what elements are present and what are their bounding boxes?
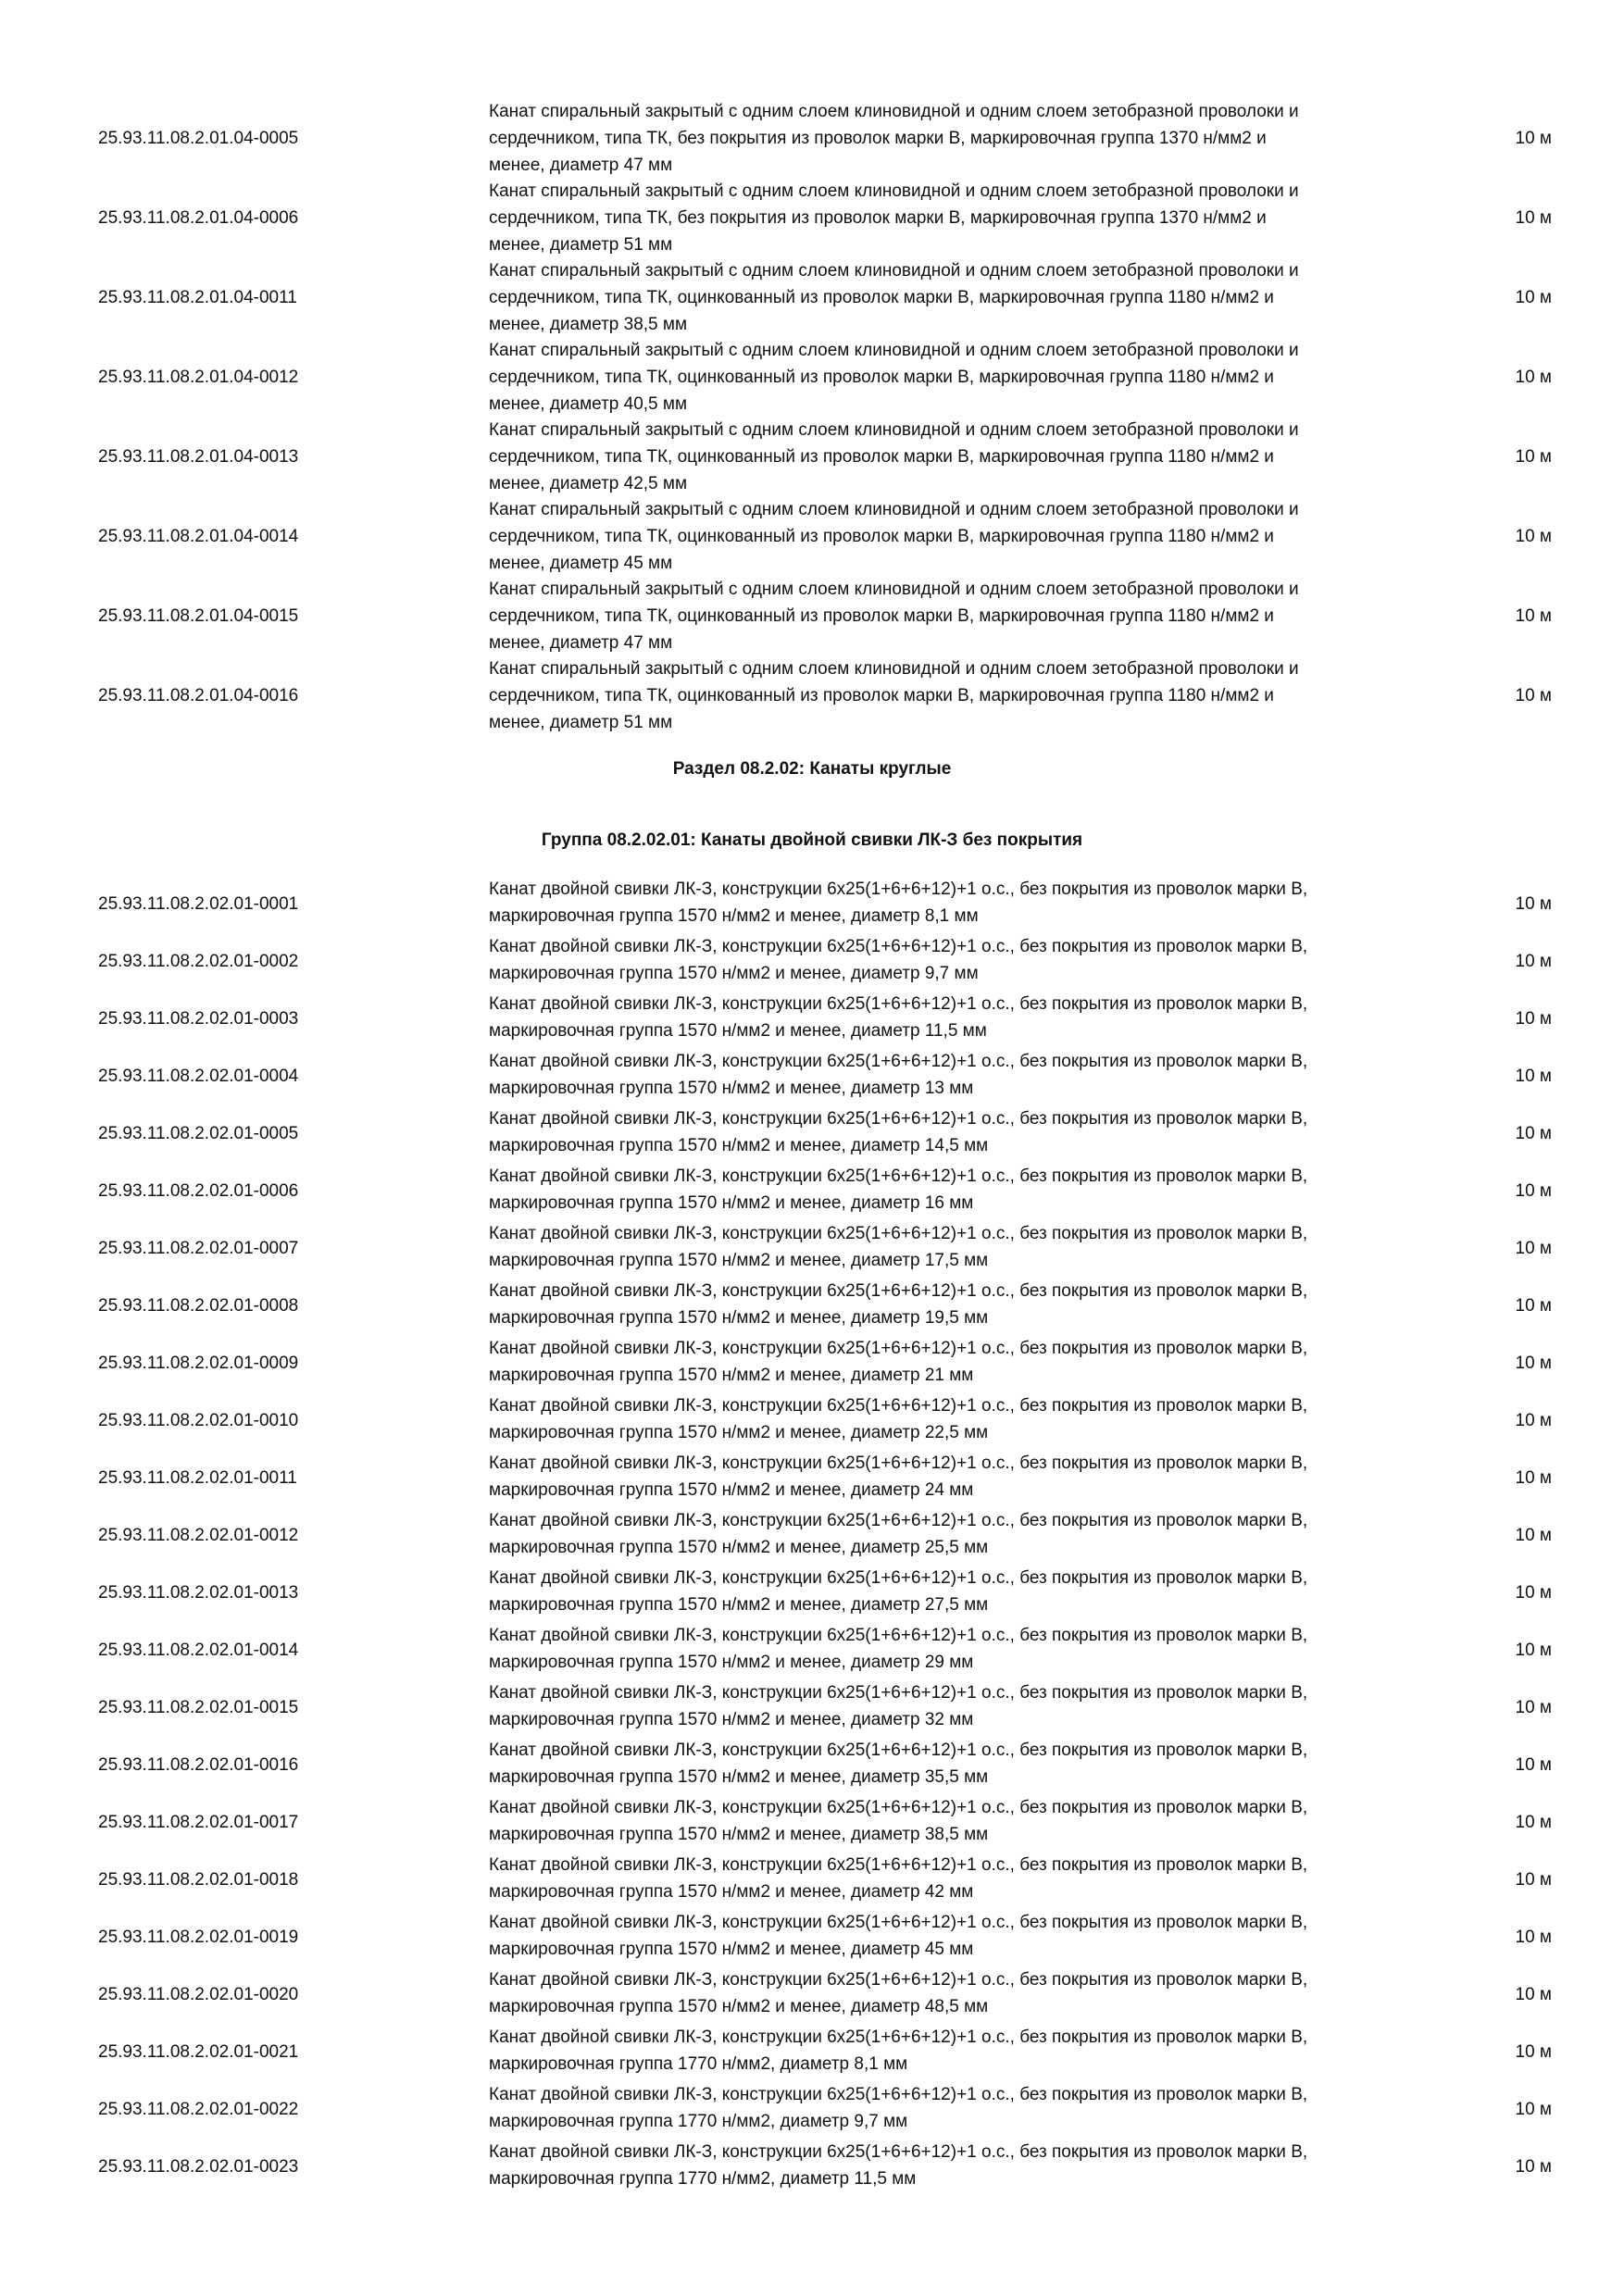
resource-code: 25.93.11.08.2.02.01-0020 <box>98 1985 299 2004</box>
resource-description <box>489 417 1433 497</box>
resource-description <box>489 1622 1433 1676</box>
unit-of-measure: 10 м <box>1515 1641 1552 1660</box>
resource-code: 25.93.11.08.2.01.04-0014 <box>98 527 299 546</box>
unit-of-measure: 10 м <box>1515 1181 1552 1201</box>
description-line: менее, диаметр 45 мм <box>489 554 673 573</box>
description-line: маркировочная группа 1570 н/мм2 и менее, диаметр 29 мм <box>489 1653 974 1672</box>
unit-of-measure: 10 м <box>1515 208 1552 228</box>
resource-description <box>489 178 1433 258</box>
description-line: Канат двойной свивки ЛК-З, конструкции 6х25(1+6+6+12)+1 о.с., без покрытия из проволок марки В, <box>489 1109 1308 1129</box>
description-line: менее, диаметр 51 мм <box>489 235 673 255</box>
resource-description <box>489 1163 1433 1217</box>
description-line: сердечником, типа ТК, оцинкованный из проволок марки В, маркировочная группа 1180 н/мм2 и <box>489 368 1274 387</box>
resource-code: 25.93.11.08.2.01.04-0011 <box>98 288 297 307</box>
resource-description <box>489 337 1433 418</box>
resource-description <box>489 1737 1433 1791</box>
resource-description <box>489 1392 1433 1446</box>
description-line: маркировочная группа 1570 н/мм2 и менее, диаметр 48,5 мм <box>489 1997 989 2016</box>
resource-code: 25.93.11.08.2.02.01-0018 <box>98 1870 299 1890</box>
description-line: Канат двойной свивки ЛК-З, конструкции 6х25(1+6+6+12)+1 о.с., без покрытия из проволок марки В, <box>489 2028 1308 2047</box>
description-line: сердечником, типа ТК, без покрытия из проволок марки В, маркировочная группа 1370 н/мм2 и <box>489 129 1267 148</box>
description-line: маркировочная группа 1770 н/мм2, диаметр 9,7 мм <box>489 2112 908 2131</box>
unit-of-measure: 10 м <box>1515 1698 1552 1717</box>
unit-of-measure: 10 м <box>1515 1870 1552 1890</box>
resource-code: 25.93.11.08.2.02.01-0023 <box>98 2157 299 2177</box>
resource-description <box>489 2139 1433 2192</box>
description-line: маркировочная группа 1570 н/мм2 и менее, диаметр 13 мм <box>489 1079 974 1098</box>
description-line: Канат спиральный закрытый с одним слоем клиновидной и одним слоем зетобразной проволоки и <box>489 580 1299 599</box>
description-line: сердечником, типа ТК, оцинкованный из проволок марки В, маркировочная группа 1180 н/мм2 и <box>489 447 1274 467</box>
unit-of-measure: 10 м <box>1515 2042 1552 2062</box>
resource-code: 25.93.11.08.2.02.01-0019 <box>98 1928 299 1947</box>
resource-description <box>489 1335 1433 1389</box>
resource-code: 25.93.11.08.2.01.04-0013 <box>98 447 299 467</box>
unit-of-measure: 10 м <box>1515 1583 1552 1603</box>
resource-code: 25.93.11.08.2.02.01-0014 <box>98 1641 299 1660</box>
description-line: сердечником, типа ТК, оцинкованный из проволок марки В, маркировочная группа 1180 н/мм2 и <box>489 527 1274 546</box>
unit-of-measure: 10 м <box>1515 1124 1552 1143</box>
resource-code: 25.93.11.08.2.01.04-0006 <box>98 208 299 228</box>
description-line: Канат спиральный закрытый с одним слоем клиновидной и одним слоем зетобразной проволоки и <box>489 261 1299 281</box>
resource-code: 25.93.11.08.2.02.01-0001 <box>98 894 299 914</box>
resource-code: 25.93.11.08.2.02.01-0008 <box>98 1296 299 1316</box>
resource-code: 25.93.11.08.2.02.01-0010 <box>98 1411 299 1430</box>
description-line: маркировочная группа 1570 н/мм2 и менее, диаметр 24 мм <box>489 1480 974 1500</box>
description-line: маркировочная группа 1570 н/мм2 и менее, диаметр 25,5 мм <box>489 1538 989 1557</box>
unit-of-measure: 10 м <box>1515 368 1552 387</box>
resource-description <box>489 1794 1433 1848</box>
description-line: менее, диаметр 47 мм <box>489 156 673 175</box>
resource-description <box>489 1105 1433 1159</box>
resource-code: 25.93.11.08.2.02.01-0009 <box>98 1354 299 1373</box>
description-line: маркировочная группа 1570 н/мм2 и менее, диаметр 16 мм <box>489 1193 974 1213</box>
resource-description <box>489 2081 1433 2135</box>
resource-description <box>489 496 1433 577</box>
resource-description <box>489 576 1433 656</box>
description-line: Канат спиральный закрытый с одним слоем клиновидной и одним слоем зетобразной проволоки и <box>489 181 1299 201</box>
description-line: менее, диаметр 51 мм <box>489 713 673 732</box>
resource-description <box>489 1278 1433 1331</box>
resource-code: 25.93.11.08.2.01.04-0005 <box>98 129 299 148</box>
description-line: маркировочная группа 1570 н/мм2 и менее, диаметр 19,5 мм <box>489 1308 989 1328</box>
unit-of-measure: 10 м <box>1515 447 1552 467</box>
unit-of-measure: 10 м <box>1515 2157 1552 2177</box>
resource-code: 25.93.11.08.2.02.01-0005 <box>98 1124 299 1143</box>
resource-description <box>489 1909 1433 1963</box>
description-line: Канат двойной свивки ЛК-З, конструкции 6х25(1+6+6+12)+1 о.с., без покрытия из проволок марки В, <box>489 1683 1308 1703</box>
description-line: сердечником, типа ТК, оцинкованный из проволок марки В, маркировочная группа 1180 н/мм2 и <box>489 288 1274 307</box>
resource-code: 25.93.11.08.2.02.01-0013 <box>98 1583 299 1603</box>
resource-description <box>489 257 1433 338</box>
group-heading: Группа 08.2.02.01: Канаты двойной свивки ЛК-З без покрытия <box>541 830 1083 850</box>
description-line: маркировочная группа 1570 н/мм2 и менее, диаметр 45 мм <box>489 1940 974 1959</box>
resource-code: 25.93.11.08.2.02.01-0007 <box>98 1239 299 1258</box>
resource-code: 25.93.11.08.2.02.01-0017 <box>98 1813 299 1832</box>
description-line: маркировочная группа 1570 н/мм2 и менее, диаметр 8,1 мм <box>489 906 979 926</box>
unit-of-measure: 10 м <box>1515 1296 1552 1316</box>
description-line: Канат двойной свивки ЛК-З, конструкции 6х25(1+6+6+12)+1 о.с., без покрытия из проволок марки В, <box>489 1970 1308 1990</box>
description-line: Канат спиральный закрытый с одним слоем клиновидной и одним слоем зетобразной проволоки и <box>489 420 1299 440</box>
resource-description <box>489 655 1433 736</box>
resource-code: 25.93.11.08.2.02.01-0011 <box>98 1468 297 1488</box>
resource-description <box>489 98 1433 179</box>
description-line: Канат двойной свивки ЛК-З, конструкции 6х25(1+6+6+12)+1 о.с., без покрытия из проволок марки В, <box>489 2085 1308 2104</box>
description-line: маркировочная группа 1570 н/мм2 и менее, диаметр 9,7 мм <box>489 964 979 983</box>
description-line: Канат двойной свивки ЛК-З, конструкции 6х25(1+6+6+12)+1 о.с., без покрытия из проволок марки В, <box>489 880 1308 899</box>
unit-of-measure: 10 м <box>1515 1985 1552 2004</box>
description-line: Канат двойной свивки ЛК-З, конструкции 6х25(1+6+6+12)+1 о.с., без покрытия из проволок марки В, <box>489 1396 1308 1416</box>
description-line: Канат двойной свивки ЛК-З, конструкции 6х25(1+6+6+12)+1 о.с., без покрытия из проволок марки В, <box>489 1454 1308 1473</box>
resource-description <box>489 2024 1433 2078</box>
unit-of-measure: 10 м <box>1515 1813 1552 1832</box>
unit-of-measure: 10 м <box>1515 1411 1552 1430</box>
resource-code: 25.93.11.08.2.02.01-0022 <box>98 2100 299 2119</box>
description-line: маркировочная группа 1570 н/мм2 и менее, диаметр 21 мм <box>489 1366 974 1385</box>
unit-of-measure: 10 м <box>1515 2100 1552 2119</box>
section-heading: Раздел 08.2.02: Канаты круглые <box>672 759 952 779</box>
resource-description <box>489 876 1433 930</box>
resource-code: 25.93.11.08.2.02.01-0016 <box>98 1755 299 1775</box>
unit-of-measure: 10 м <box>1515 1239 1552 1258</box>
unit-of-measure: 10 м <box>1515 1009 1552 1029</box>
unit-of-measure: 10 м <box>1515 952 1552 971</box>
description-line: сердечником, типа ТК, без покрытия из проволок марки В, маркировочная группа 1370 н/мм2 и <box>489 208 1267 228</box>
description-line: маркировочная группа 1570 н/мм2 и менее, диаметр 27,5 мм <box>489 1595 989 1615</box>
description-line: маркировочная группа 1570 н/мм2 и менее, диаметр 32 мм <box>489 1710 974 1729</box>
description-line: маркировочная группа 1570 н/мм2 и менее, диаметр 38,5 мм <box>489 1825 989 1844</box>
unit-of-measure: 10 м <box>1515 1468 1552 1488</box>
unit-of-measure: 10 м <box>1515 686 1552 705</box>
resource-code: 25.93.11.08.2.01.04-0012 <box>98 368 299 387</box>
description-line: Канат двойной свивки ЛК-З, конструкции 6х25(1+6+6+12)+1 о.с., без покрытия из проволок марки В, <box>489 1913 1308 1932</box>
description-line: маркировочная группа 1570 н/мм2 и менее, диаметр 22,5 мм <box>489 1423 989 1442</box>
unit-of-measure: 10 м <box>1515 1928 1552 1947</box>
description-line: менее, диаметр 40,5 мм <box>489 394 688 414</box>
resource-code: 25.93.11.08.2.01.04-0015 <box>98 606 299 626</box>
resource-code: 25.93.11.08.2.02.01-0006 <box>98 1181 299 1201</box>
description-line: Канат двойной свивки ЛК-З, конструкции 6х25(1+6+6+12)+1 о.с., без покрытия из проволок марки В, <box>489 937 1308 956</box>
description-line: Канат спиральный закрытый с одним слоем клиновидной и одним слоем зетобразной проволоки и <box>489 659 1299 679</box>
description-line: маркировочная группа 1570 н/мм2 и менее, диаметр 14,5 мм <box>489 1136 989 1155</box>
description-line: маркировочная группа 1570 н/мм2 и менее, диаметр 17,5 мм <box>489 1251 989 1270</box>
unit-of-measure: 10 м <box>1515 129 1552 148</box>
unit-of-measure: 10 м <box>1515 1354 1552 1373</box>
description-line: Канат двойной свивки ЛК-З, конструкции 6х25(1+6+6+12)+1 о.с., без покрытия из проволок марки В, <box>489 1511 1308 1530</box>
description-line: Канат спиральный закрытый с одним слоем клиновидной и одним слоем зетобразной проволоки и <box>489 341 1299 360</box>
unit-of-measure: 10 м <box>1515 1067 1552 1086</box>
resource-code: 25.93.11.08.2.02.01-0002 <box>98 952 299 971</box>
resource-code: 25.93.11.08.2.02.01-0015 <box>98 1698 299 1717</box>
unit-of-measure: 10 м <box>1515 1526 1552 1545</box>
description-line: Канат двойной свивки ЛК-З, конструкции 6х25(1+6+6+12)+1 о.с., без покрытия из проволок марки В, <box>489 2142 1308 2162</box>
description-line: Канат двойной свивки ЛК-З, конструкции 6х25(1+6+6+12)+1 о.с., без покрытия из проволок марки В, <box>489 1741 1308 1760</box>
description-line: менее, диаметр 47 мм <box>489 633 673 653</box>
unit-of-measure: 10 м <box>1515 288 1552 307</box>
description-line: Канат спиральный закрытый с одним слоем клиновидной и одним слоем зетобразной проволоки и <box>489 500 1299 519</box>
description-line: сердечником, типа ТК, оцинкованный из проволок марки В, маркировочная группа 1180 н/мм2 и <box>489 686 1274 705</box>
resource-description <box>489 1966 1433 2020</box>
unit-of-measure: 10 м <box>1515 527 1552 546</box>
resource-description <box>489 1679 1433 1733</box>
description-line: Канат двойной свивки ЛК-З, конструкции 6х25(1+6+6+12)+1 о.с., без покрытия из проволок марки В, <box>489 1224 1308 1243</box>
unit-of-measure: 10 м <box>1515 1755 1552 1775</box>
resource-description <box>489 1507 1433 1561</box>
description-line: маркировочная группа 1570 н/мм2 и менее, диаметр 35,5 мм <box>489 1767 989 1787</box>
resource-code: 25.93.11.08.2.01.04-0016 <box>98 686 299 705</box>
description-line: менее, диаметр 38,5 мм <box>489 315 688 334</box>
resource-description <box>489 1048 1433 1102</box>
description-line: Канат двойной свивки ЛК-З, конструкции 6х25(1+6+6+12)+1 о.с., без покрытия из проволок марки В, <box>489 1052 1308 1071</box>
description-line: маркировочная группа 1770 н/мм2, диаметр 11,5 мм <box>489 2169 917 2189</box>
description-line: маркировочная группа 1570 н/мм2 и менее, диаметр 42 мм <box>489 1882 974 1902</box>
resource-description <box>489 1852 1433 1905</box>
resource-code: 25.93.11.08.2.02.01-0004 <box>98 1067 299 1086</box>
description-line: Канат двойной свивки ЛК-З, конструкции 6х25(1+6+6+12)+1 о.с., без покрытия из проволок марки В, <box>489 1798 1308 1817</box>
description-line: Канат двойной свивки ЛК-З, конструкции 6х25(1+6+6+12)+1 о.с., без покрытия из проволок марки В, <box>489 1855 1308 1875</box>
description-line: Канат двойной свивки ЛК-З, конструкции 6х25(1+6+6+12)+1 о.с., без покрытия из проволок марки В, <box>489 1626 1308 1645</box>
description-line: Канат двойной свивки ЛК-З, конструкции 6х25(1+6+6+12)+1 о.с., без покрытия из проволок марки В, <box>489 1568 1308 1588</box>
resource-description <box>489 933 1433 987</box>
description-line: маркировочная группа 1570 н/мм2 и менее, диаметр 11,5 мм <box>489 1021 987 1041</box>
description-line: Канат двойной свивки ЛК-З, конструкции 6х25(1+6+6+12)+1 о.с., без покрытия из проволок марки В, <box>489 994 1308 1014</box>
resource-code: 25.93.11.08.2.02.01-0021 <box>98 2042 299 2062</box>
resource-description <box>489 1450 1433 1504</box>
description-line: маркировочная группа 1770 н/мм2, диаметр 8,1 мм <box>489 2054 908 2074</box>
description-line: сердечником, типа ТК, оцинкованный из проволок марки В, маркировочная группа 1180 н/мм2 и <box>489 606 1274 626</box>
unit-of-measure: 10 м <box>1515 894 1552 914</box>
description-line: менее, диаметр 42,5 мм <box>489 474 688 493</box>
resource-description <box>489 1565 1433 1618</box>
resource-code: 25.93.11.08.2.02.01-0003 <box>98 1009 299 1029</box>
description-line: Канат двойной свивки ЛК-З, конструкции 6х25(1+6+6+12)+1 о.с., без покрытия из проволок марки В, <box>489 1281 1308 1301</box>
resource-description <box>489 991 1433 1044</box>
resource-code: 25.93.11.08.2.02.01-0012 <box>98 1526 299 1545</box>
description-line: Канат спиральный закрытый с одним слоем клиновидной и одним слоем зетобразной проволоки и <box>489 102 1299 121</box>
unit-of-measure: 10 м <box>1515 606 1552 626</box>
description-line: Канат двойной свивки ЛК-З, конструкции 6х25(1+6+6+12)+1 о.с., без покрытия из проволок марки В, <box>489 1167 1308 1186</box>
resource-description <box>489 1220 1433 1274</box>
description-line: Канат двойной свивки ЛК-З, конструкции 6х25(1+6+6+12)+1 о.с., без покрытия из проволок марки В, <box>489 1339 1308 1358</box>
